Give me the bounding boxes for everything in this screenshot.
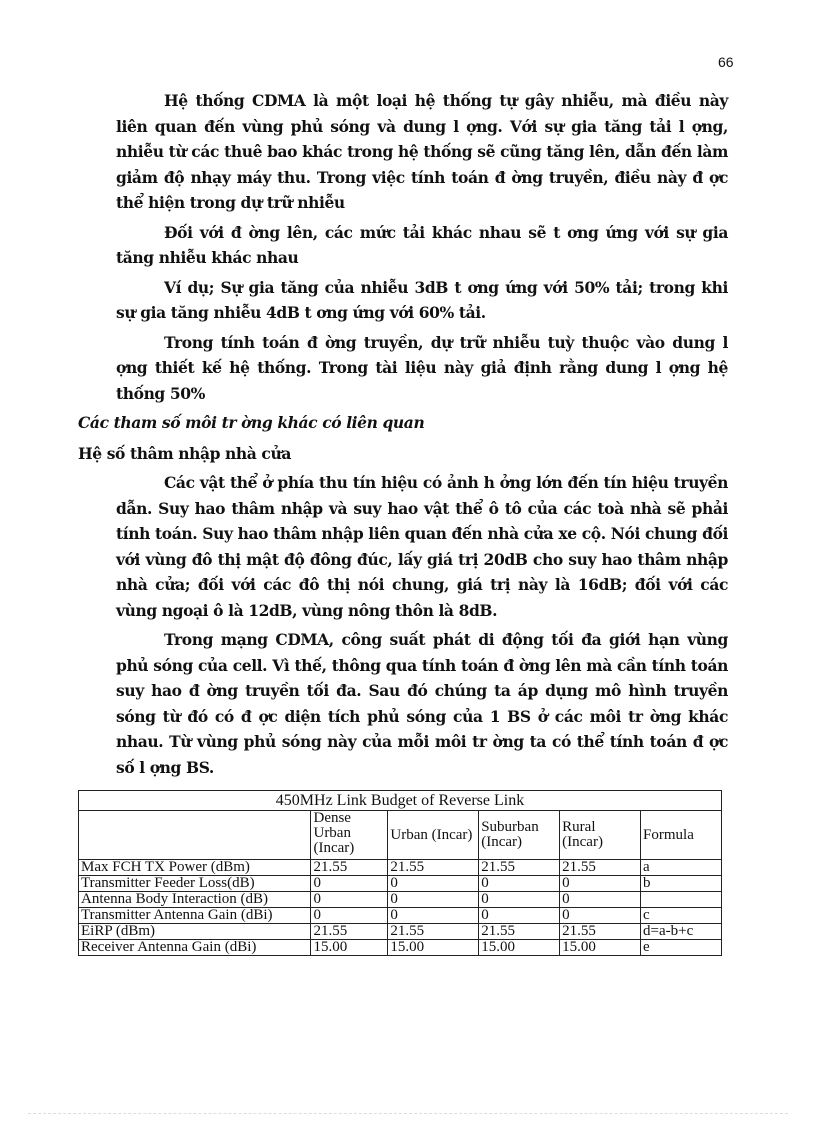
table-cell: 0 <box>388 908 479 924</box>
table-cell: 15.00 <box>388 940 479 956</box>
paragraph-text: Hệ thống CDMA là một loại hệ thống tự gây nhiễu, mà điều này liên quan đến vùng phủ sóng và dung l ợng. Với sự gia tăng tải l ợng, nhiễu từ các thuê bao khác trong hệ thống sẽ cũng tăng lên, dẫn đến làm giảm độ nhạy máy thu. Trong việc tính toán đ ờng truyền, điều này đ ợc thể hiện trong dự trữ nhiễu <box>116 91 728 212</box>
row-label: Antenna Body Interaction (dB) <box>79 892 311 908</box>
section-heading: Các tham số môi tr ờng khác có liên quan <box>78 413 425 432</box>
table-cell: 21.55 <box>479 924 560 940</box>
table-row <box>79 860 722 876</box>
table-cell: 0 <box>560 876 641 892</box>
table-cell: c <box>641 908 722 924</box>
row-label: Transmitter Feeder Loss(dB) <box>79 876 311 892</box>
table-header-cell: Rural (Incar) <box>560 811 641 860</box>
table-header-cell <box>79 811 311 860</box>
row-label: Max FCH TX Power (dBm) <box>79 860 311 876</box>
link-budget-table <box>78 790 722 956</box>
table-title: 450MHz Link Budget of Reverse Link <box>79 791 722 811</box>
row-label: Transmitter Antenna Gain (dBi) <box>79 908 311 924</box>
table-cell: 0 <box>311 892 388 908</box>
table-header-row <box>79 811 722 860</box>
table-row <box>79 924 722 940</box>
table-cell: 21.55 <box>560 860 641 876</box>
page-bottom-divider <box>28 1113 788 1114</box>
paragraph <box>116 220 728 271</box>
paragraph <box>116 275 728 326</box>
document-body <box>78 88 728 784</box>
table-row <box>79 876 722 892</box>
table-header-cell: Urban (Incar) <box>388 811 479 860</box>
table-cell: 0 <box>388 876 479 892</box>
table-cell: 21.55 <box>560 924 641 940</box>
paragraph-text: Trong mạng CDMA, công suất phát di động tối đa giới hạn vùng phủ sóng của cell. Vì thế, thông qua tính toán đ ờng lên mà cần tính toán suy hao đ ờng truyền tối đa. Sau đó chúng ta áp dụng mô hình truyền sóng từ đó có đ ợc diện tích phủ sóng của 1 BS ở các môi tr ờng khác nhau. Từ vùng phủ sóng này của mỗi môi tr ờng ta có thể tính toán đ ợc số l ợng BS. <box>116 630 728 777</box>
paragraph <box>116 470 728 623</box>
table-header-cell: Formula <box>641 811 722 860</box>
table-cell: 0 <box>479 876 560 892</box>
paragraph <box>116 330 728 407</box>
table-cell: 21.55 <box>311 924 388 940</box>
table-cell: 15.00 <box>479 940 560 956</box>
table-cell: e <box>641 940 722 956</box>
table-header-cell: Dense Urban (Incar) <box>311 811 388 860</box>
paragraph-text: Ví dụ; Sự gia tăng của nhiễu 3dB t ơng ứng với 50% tải; trong khi sự gia tăng nhiễu 4dB t ơng ứng với 60% tải. <box>116 277 728 322</box>
paragraph <box>116 88 728 216</box>
table-cell: 0 <box>560 908 641 924</box>
table-header-cell: Suburban (Incar) <box>479 811 560 860</box>
table-cell <box>641 892 722 908</box>
paragraph <box>116 627 728 780</box>
table-cell: 0 <box>479 908 560 924</box>
table-cell: 15.00 <box>311 940 388 956</box>
paragraph-text: Các vật thể ở phía thu tín hiệu có ảnh h ởng lớn đến tín hiệu truyền dẫn. Suy hao thâm nhập và suy hao vật thể ô tô của các toà nhà sẽ phải tính toán. Suy hao thâm nhập liên quan đến nhà cửa xe cộ. Nói chung đối với vùng đô thị mật độ đông đúc, lấy giá trị 20dB cho suy hao thâm nhập nhà cửa; đối với các đô thị nói chung, giá trị này là 16dB; đối với các vùng ngoại ô là 12dB, vùng nông thôn là 8dB. <box>116 473 728 620</box>
paragraph-text: Đối với đ ờng lên, các mức tải khác nhau sẽ t ơng ứng với sự gia tăng nhiễu khác nhau <box>116 222 728 267</box>
table-cell: 21.55 <box>311 860 388 876</box>
row-label: EiRP (dBm) <box>79 924 311 940</box>
link-budget-table-wrap <box>78 790 722 956</box>
row-label: Receiver Antenna Gain (dBi) <box>79 940 311 956</box>
table-cell: 21.55 <box>388 924 479 940</box>
table-cell: 15.00 <box>560 940 641 956</box>
table-cell: b <box>641 876 722 892</box>
table-row <box>79 892 722 908</box>
table-cell: 0 <box>479 892 560 908</box>
table-cell: 0 <box>560 892 641 908</box>
table-row <box>79 908 722 924</box>
subsection-heading: Hệ số thâm nhập nhà cửa <box>78 444 291 463</box>
table-cell: 0 <box>311 876 388 892</box>
table-cell: 21.55 <box>388 860 479 876</box>
page-number: 66 <box>718 54 734 70</box>
table-cell: 0 <box>388 892 479 908</box>
table-row <box>79 940 722 956</box>
table-cell: 21.55 <box>479 860 560 876</box>
table-cell: a <box>641 860 722 876</box>
table-cell: 0 <box>311 908 388 924</box>
table-cell: d=a-b+c <box>641 924 722 940</box>
paragraph-text: Trong tính toán đ ờng truyền, dự trữ nhiễu tuỳ thuộc vào dung l ợng thiết kế hệ thống. Trong tài liệu này giả định rằng dung l ợng hệ thống 50% <box>116 332 728 403</box>
